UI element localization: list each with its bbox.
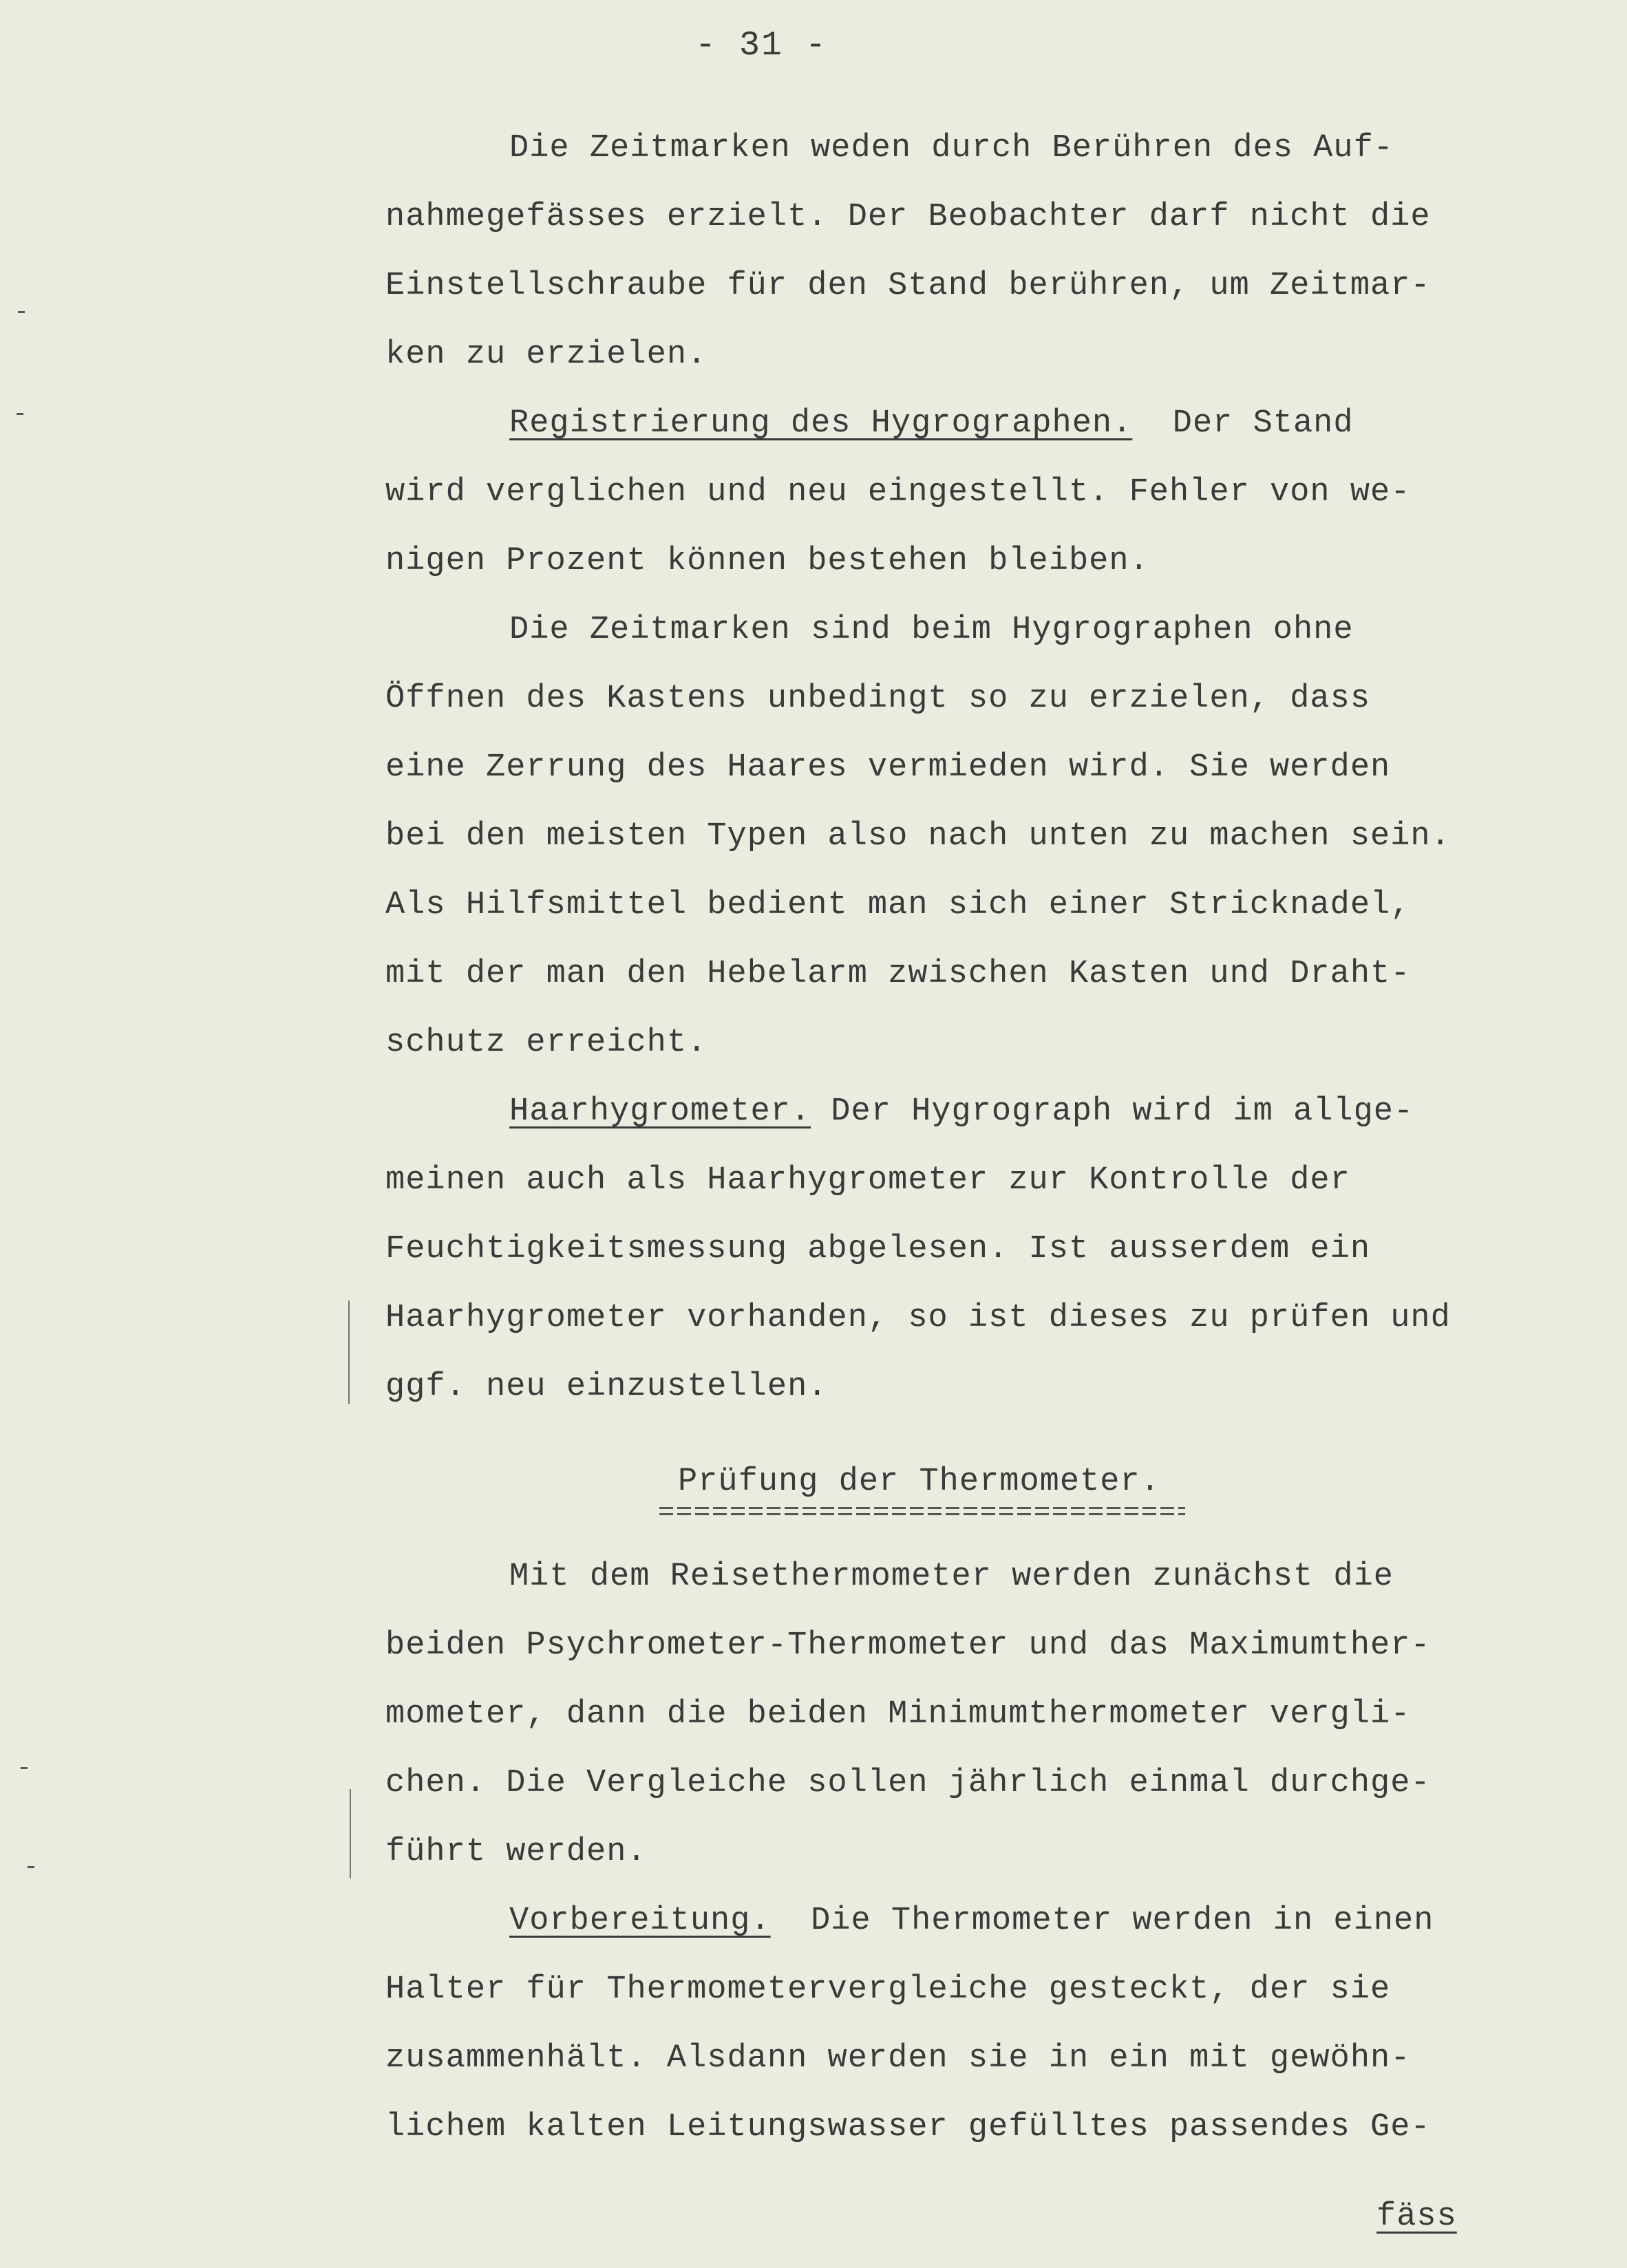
text-line	[385, 1215, 1514, 1284]
text-line	[385, 321, 1514, 389]
page-number: - 31 -	[695, 26, 828, 65]
text-run: Der Hygrograph wird im allge-	[811, 1093, 1414, 1130]
text-line	[385, 1078, 1514, 1146]
text-line	[385, 252, 1514, 321]
text-line	[385, 734, 1514, 802]
section-title-double-underline	[659, 1507, 1185, 1517]
text-line	[385, 596, 1514, 665]
margin-mark	[18, 311, 25, 313]
text-run: Die Zeitmarken sind beim Hygrographen ohne	[509, 612, 1354, 648]
text-run: Halter für Thermometervergleiche gesteckt, der sie	[385, 1971, 1391, 2008]
text-run: wird verglichen und neu eingestellt. Fehler von we-	[385, 474, 1411, 511]
text-run: Öffnen des Kastens unbedingt so zu erzielen, dass	[385, 681, 1371, 717]
text-block-upper	[385, 114, 1514, 1422]
margin-mark	[28, 1866, 34, 1868]
text-run: ken zu erzielen.	[385, 336, 708, 373]
text-run: Der Stand	[1132, 405, 1354, 442]
text-line	[385, 1146, 1514, 1215]
margin-line	[348, 1301, 350, 1404]
text-run: mit der man den Hebelarm zwischen Kasten und Draht-	[385, 956, 1411, 992]
text-run: Einstellschraube für den Stand berühren, um Zeitmar-	[385, 268, 1431, 304]
text-run: Haarhygrometer vorhanden, so ist dieses zu prüfen und	[385, 1300, 1451, 1336]
text-line	[385, 2093, 1514, 2162]
text-line	[385, 1749, 1514, 1818]
text-block-lower	[385, 1543, 1514, 2162]
text-line	[385, 1887, 1514, 1956]
text-line	[385, 114, 1514, 183]
text-line	[385, 389, 1514, 458]
margin-mark	[21, 1767, 28, 1769]
text-run: meinen auch als Haarhygrometer zur Kontrolle der	[385, 1162, 1350, 1199]
text-run: lichem kalten Leitungswasser gefülltes passendes Ge-	[385, 2109, 1431, 2146]
text-run: zusammenhält. Alsdann werden sie in ein mit gewöhn-	[385, 2040, 1411, 2077]
text-run: Die Thermometer werden in einen	[770, 1903, 1434, 1939]
text-run: Mit dem Reisethermometer werden zunächst die	[509, 1559, 1394, 1595]
text-run: bei den meisten Typen also nach unten zu machen sein.	[385, 818, 1451, 855]
margin-mark	[17, 413, 23, 415]
text-run: Als Hilfsmittel bedient man sich einer Stricknadel,	[385, 887, 1411, 923]
catchword: fäss	[1376, 2199, 1457, 2235]
paragraph-heading: Vorbereitung.	[509, 1903, 771, 1939]
text-run: beiden Psychrometer-Thermometer und das Maximumther-	[385, 1627, 1431, 1664]
text-line	[385, 1612, 1514, 1680]
text-run: Die Zeitmarken weden durch Berühren des Auf-	[509, 130, 1394, 167]
text-run: mometer, dann die beiden Minimumthermometer vergli-	[385, 1696, 1411, 1733]
text-run: führt werden.	[385, 1834, 647, 1870]
text-line	[385, 871, 1514, 940]
text-run: Feuchtigkeitsmessung abgelesen. Ist ausserdem ein	[385, 1231, 1371, 1267]
text-run: chen. Die Vergleiche sollen jährlich einmal durchge-	[385, 1765, 1431, 1801]
text-run: nahmegefässes erzielt. Der Beobachter darf nicht die	[385, 199, 1431, 235]
text-line	[385, 458, 1514, 527]
text-line	[385, 1009, 1514, 1078]
text-line	[385, 527, 1514, 596]
text-line	[385, 2024, 1514, 2093]
text-run: schutz erreicht.	[385, 1025, 708, 1061]
text-run: ggf. neu einzustellen.	[385, 1369, 828, 1405]
paragraph-heading: Registrierung des Hygrographen.	[509, 405, 1133, 442]
text-line	[385, 802, 1514, 871]
text-line	[385, 665, 1514, 734]
text-line	[385, 183, 1514, 252]
text-line	[385, 1956, 1514, 2024]
margin-line	[350, 1789, 351, 1879]
text-line	[385, 1353, 1514, 1422]
text-run: eine Zerrung des Haares vermieden wird. Sie werden	[385, 749, 1391, 786]
text-line	[385, 1680, 1514, 1749]
paragraph-heading: Haarhygrometer.	[509, 1093, 811, 1130]
text-line	[385, 1543, 1514, 1612]
text-run: nigen Prozent können bestehen bleiben.	[385, 543, 1149, 579]
text-line	[385, 1818, 1514, 1887]
text-line	[385, 1284, 1514, 1353]
section-title: Prüfung der Thermometer.	[678, 1464, 1160, 1500]
text-line	[385, 940, 1514, 1009]
